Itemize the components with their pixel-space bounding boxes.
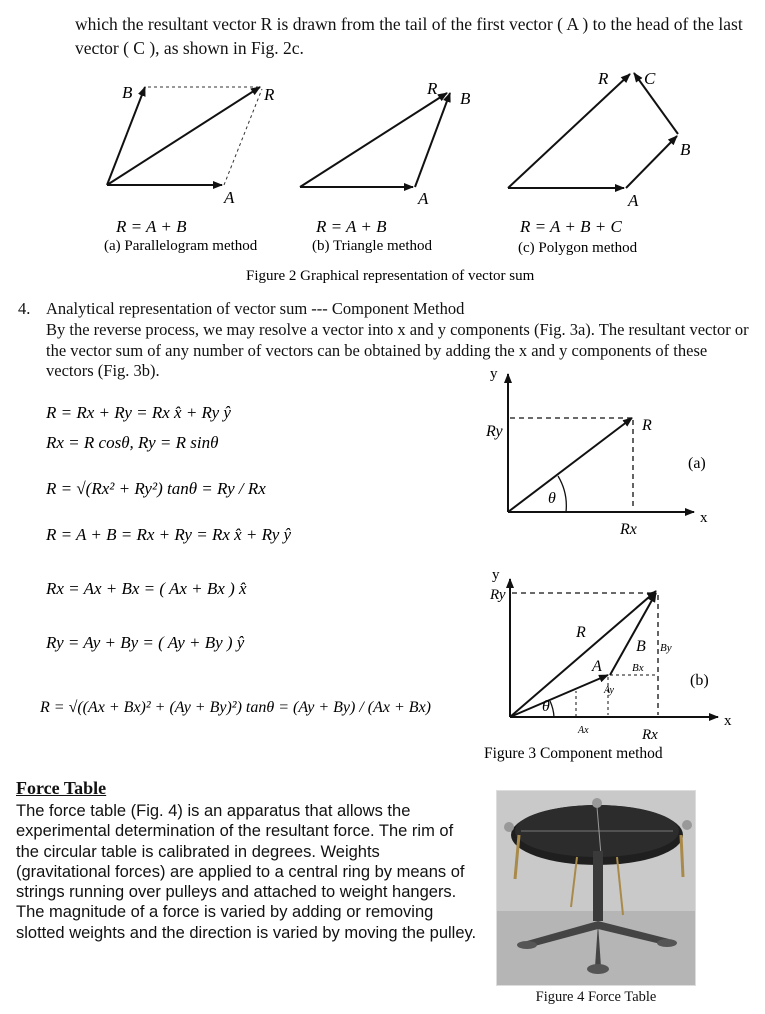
label-b: B	[680, 140, 691, 159]
label-b: B	[122, 83, 133, 102]
label-rx: Rx	[642, 727, 658, 743]
label-ry: Ry	[486, 423, 503, 440]
force-table-title: Force Table	[16, 778, 107, 798]
label-bx: Bx	[632, 662, 644, 674]
equation-7: R = √((Ax + Bx)² + (Ay + By)²) tanθ = (Ay + By) / (Ax + Bx)	[40, 699, 431, 716]
figure-3b	[489, 567, 732, 743]
section-heading: Analytical representation of vector sum --- Component Method	[46, 299, 465, 318]
force-table-body: The force table (Fig. 4) is an apparatus that allows the experimental determination of the resultant force. The rim of the circular table is calibrated in degrees. Weights (gravitational forces) are applied to a central ring by means of strings running over pulleys and attached to weight hangers. The magnitude of a force is varied by adding or removing slotted weights and the direction is varied by moving the pulley.	[16, 802, 477, 942]
label-theta: θ	[548, 490, 556, 507]
eq-polygon: R = A + B + C	[520, 217, 622, 236]
label-ay: Ay	[604, 685, 614, 696]
label-a: A	[418, 189, 429, 208]
intro-line-2: vector ( C ), as shown in Fig. 2c.	[75, 38, 304, 58]
label-b: B	[460, 89, 471, 108]
force-table-photo	[496, 790, 696, 986]
figure-3-diagrams	[470, 360, 760, 770]
eq-triangle: R = A + B	[316, 217, 387, 236]
label-triangle-method: (b) Triangle method	[312, 238, 432, 254]
tag-a: (a)	[688, 455, 706, 472]
label-a: A	[224, 188, 235, 207]
figure-3a	[485, 366, 708, 538]
equation-3: R = √(Rx² + Ry²) tanθ = Ry / Rx	[46, 479, 266, 498]
label-a: A	[592, 658, 602, 675]
parallelogram-diagram	[107, 83, 275, 207]
label-polygon-method: (c) Polygon method	[518, 240, 638, 256]
label-r: R	[598, 69, 609, 88]
polygon-diagram	[508, 69, 691, 210]
label-a: A	[628, 191, 639, 210]
figure-2-diagrams	[0, 60, 765, 285]
equation-4: R = A + B = Rx + Ry = Rx x̂ + Ry ŷ	[46, 525, 292, 544]
label-ry: Ry	[490, 587, 506, 603]
triangle-diagram	[300, 79, 471, 208]
label-y: y	[492, 567, 500, 583]
label-rx: Rx	[620, 521, 637, 538]
label-c: C	[644, 69, 656, 88]
equation-2: Rx = R cosθ, Ry = R sinθ	[46, 433, 219, 452]
label-x: x	[724, 713, 732, 729]
label-y: y	[490, 366, 498, 382]
label-b: B	[636, 638, 646, 655]
eq-parallelogram: R = A + B	[116, 217, 187, 236]
equations-block	[40, 390, 460, 750]
label-theta: θ	[542, 698, 550, 715]
tag-b: (b)	[690, 672, 709, 689]
label-r: R	[576, 624, 586, 641]
label-by: By	[660, 642, 672, 654]
label-x: x	[700, 510, 708, 526]
label-r: R	[427, 79, 438, 98]
figure-2-caption: Figure 2 Graphical representation of vector sum	[246, 268, 535, 284]
intro-line-1: which the resultant vector R is drawn from the tail of the first vector ( A ) to the head of the last	[75, 14, 743, 34]
section-body: By the reverse process, we may resolve a vector into x and y components (Fig. 3a). The resultant vector or the vector sum of any number of vectors can be obtained by adding the x and y components of these vectors (Fig. 3b).	[46, 320, 749, 380]
figure-4-caption: Figure 4 Force Table	[535, 989, 657, 1005]
intro-paragraph	[75, 12, 765, 60]
label-r: R	[642, 417, 652, 434]
equation-5: Rx = Ax + Bx = ( Ax + Bx ) x̂	[46, 579, 247, 598]
label-parallelogram-method: (a) Parallelogram method	[104, 238, 258, 254]
figure-3-caption: Figure 3 Component method	[484, 745, 663, 762]
equation-6: Ry = Ay + By = ( Ay + By ) ŷ	[46, 633, 245, 652]
label-ax: Ax	[578, 725, 589, 736]
section-number: 4.	[18, 299, 31, 318]
label-r: R	[264, 85, 275, 104]
equation-1: R = Rx + Ry = Rx x̂ + Ry ŷ	[46, 403, 231, 422]
